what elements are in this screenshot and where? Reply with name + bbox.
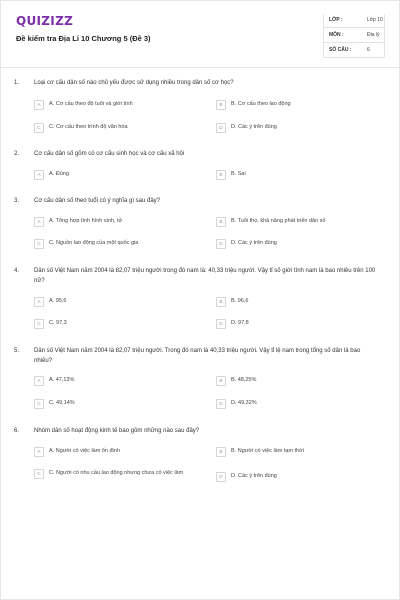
option-letter-b: B [216,376,226,386]
option-text: B. 96,6 [231,298,249,305]
question-2-option-b[interactable] [216,170,381,180]
option-text: B. Người có việc làm tạm thời [231,448,304,455]
question-2-text: Cơ cấu dân số gồm có cơ cấu sinh học và cơ cấu xã hội [34,151,185,157]
question-6-text: Nhóm dân số hoạt động kinh tế bao gồm những nào sau đây? [34,428,200,434]
question-3-number: 3. [14,198,20,204]
question-2-option-a[interactable] [34,170,199,180]
meta-row-subject [323,29,385,43]
option-text: D. Các ý trên đúng [231,473,277,480]
question-3-option-d[interactable] [216,239,381,249]
option-letter-a: A [34,217,44,227]
meta-subject-value: Địa lý [367,32,380,38]
option-letter-b: B [216,170,226,180]
question-4-option-d[interactable] [216,319,381,329]
question-1-option-b[interactable] [216,100,381,110]
option-text: C. 97,3 [49,320,67,327]
option-text: A. Người có việc làm ổn định [49,448,120,455]
option-letter-a: A [34,297,44,307]
option-letter-a: A [34,447,44,457]
question-1-text: Loại cơ cấu dân số nào chủ yếu được sử dụng nhiều trong dân số cơ học? [34,80,234,86]
option-text: D. 97,8 [231,320,249,327]
question-4-option-a[interactable] [34,297,199,307]
question-4-text: Dân số Việt Nam năm 2004 là 82,07 triệu người trong đó nam là: 40,33 triệu người. Vậy tỉ số giới tính nam là bao nhiêu trên 100 nữ? [34,268,376,284]
option-text: C. Nguồn lao động của một quốc gia [49,240,139,247]
option-letter-b: B [216,447,226,457]
worksheet-header [1,1,400,67]
option-text: C. Người có nhu cầu lao động nhưng chưa có việc làm [49,470,184,477]
question-6-option-b[interactable] [216,447,381,457]
option-letter-d: D [216,123,226,133]
question-4-option-b[interactable] [216,297,381,307]
option-text: B. 48,25% [231,377,257,384]
option-text: D. Các ý trên đúng [231,240,277,247]
option-letter-c: C [34,239,44,249]
option-letter-a: A [34,170,44,180]
option-text: C. 49,14% [49,400,75,407]
question-5-text: Dân số Việt Nam năm 2004 là 82,07 triệu người. Trong đó nam là 40,33 triệu người. Vậy tỉ lệ nam trong tổng số dân là bao nhiêu? [34,348,361,364]
question-5-option-a[interactable] [34,376,199,386]
option-text: A. Tổng hợp tình hình sinh, tử [49,218,123,225]
question-5-option-b[interactable] [216,376,381,386]
option-text: A. 47,13% [49,377,75,384]
meta-question-count-value: 6 [367,47,370,53]
question-3-option-b[interactable] [216,217,381,227]
quizizz-logo: QUIZIZZ [16,14,74,28]
question-4-option-c[interactable] [34,319,199,329]
question-4-number: 4. [14,268,20,274]
question-1-option-d[interactable] [216,123,381,133]
meta-row-question-count [323,44,385,58]
option-letter-c: C [34,469,44,479]
question-5-option-d[interactable] [216,399,381,409]
option-letter-c: C [34,319,44,329]
option-letter-d: D [216,239,226,249]
option-text: D. 49,32% [231,400,257,407]
option-text: B. Sai [231,171,246,178]
option-letter-c: C [34,123,44,133]
option-letter-d: D [216,319,226,329]
question-1-option-a[interactable] [34,100,199,110]
option-text: B. Cơ cấu theo lao động [231,101,291,108]
question-6-option-c[interactable] [34,469,207,479]
question-1-number: 1. [14,80,20,86]
meta-class-value: Lớp 10 [367,17,383,23]
option-letter-b: B [216,100,226,110]
header-divider [1,67,400,68]
question-6-option-a[interactable] [34,447,199,457]
option-text: C. Cơ cấu theo trình độ văn hóa [49,124,128,131]
question-1-option-c[interactable] [34,123,199,133]
option-text: A. Đúng [49,171,69,178]
option-text: A. 95,6 [49,298,67,305]
meta-row-class [323,14,385,28]
question-3-option-a[interactable] [34,217,199,227]
question-2-number: 2. [14,151,20,157]
meta-subject-label: MÔN : [329,32,344,38]
option-letter-d: D [216,399,226,409]
meta-class-label: LỚP : [329,17,343,23]
question-5-option-c[interactable] [34,399,199,409]
option-text: B. Tuổi thọ, khả năng phát triển dân số [231,218,326,225]
option-text: A. Cơ cấu theo độ tuổi và giới tính [49,101,133,108]
worksheet-title: Đề kiểm tra Địa Lí 10 Chương 5 (Đề 3) [16,34,151,43]
meta-question-count-label: SỐ CÂU : [329,47,352,53]
question-6-number: 6. [14,428,20,434]
option-text: D. Các ý trên đúng [231,124,277,131]
option-letter-b: B [216,297,226,307]
question-5-number: 5. [14,348,20,354]
question-3-text: Cơ cấu dân số theo tuổi có ý nghĩa gì sau đây? [34,198,161,204]
option-letter-b: B [216,217,226,227]
option-letter-c: C [34,399,44,409]
option-letter-a: A [34,376,44,386]
question-3-option-c[interactable] [34,239,199,249]
question-6-option-d[interactable] [216,472,381,482]
option-letter-a: A [34,100,44,110]
option-letter-d: D [216,472,226,482]
